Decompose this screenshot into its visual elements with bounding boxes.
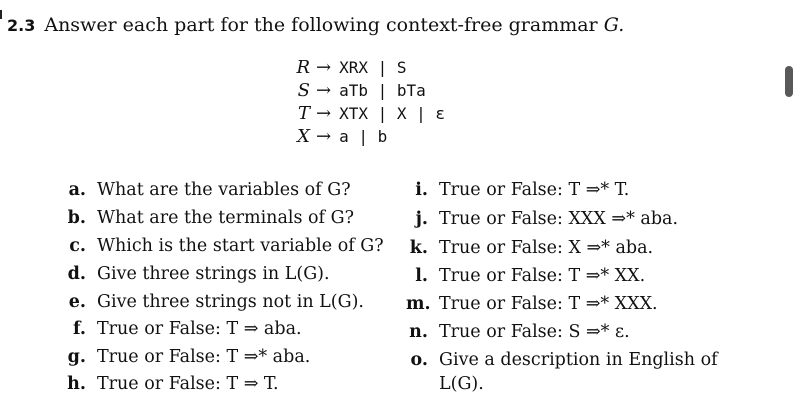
problem-intro: Answer each part for the following context-free grammar xyxy=(44,14,598,36)
problem-number: 2.3 xyxy=(7,16,36,35)
grammar-rules xyxy=(296,56,445,148)
scrollbar-thumb[interactable] xyxy=(785,66,793,97)
grammar-rule: T → XTX | X | ε xyxy=(297,103,446,124)
problem-heading xyxy=(7,14,624,36)
grammar-rule: X → a | b xyxy=(297,126,388,147)
grammar-rule: S → aTb | bTa xyxy=(297,80,426,101)
margin-mark xyxy=(0,10,6,19)
grammar-name: G. xyxy=(603,14,625,36)
grammar-rule: R → XRX | S xyxy=(296,57,407,78)
